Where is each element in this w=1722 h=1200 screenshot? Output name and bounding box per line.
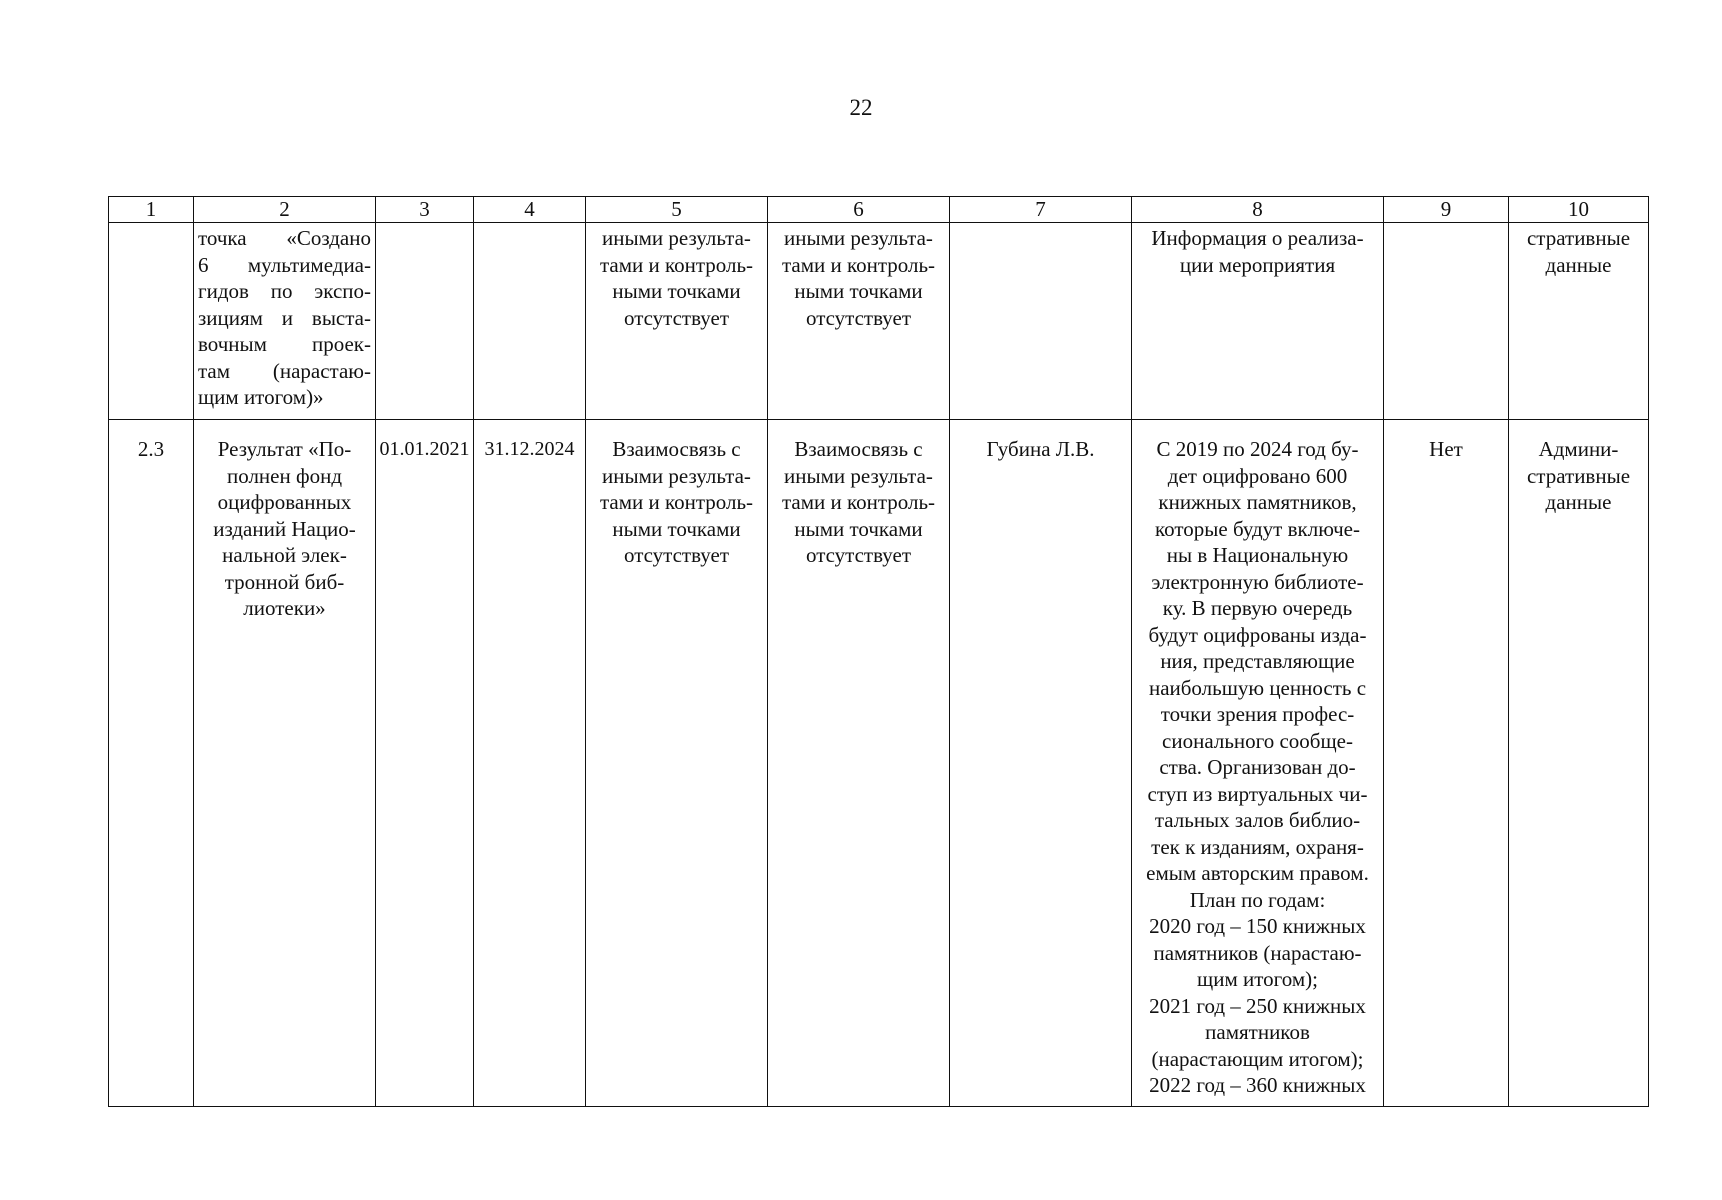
cell-text-line: которые будут включе-	[1155, 516, 1360, 541]
cell-relation-a	[586, 420, 768, 1107]
cell-text-line: иными результа-	[602, 463, 751, 488]
cell-data-source	[1509, 223, 1649, 420]
page-number: 22	[849, 95, 873, 120]
cell-relation-b	[768, 420, 950, 1107]
cell-text-line: данные	[1545, 252, 1612, 277]
cell-text-line: тальных залов библио-	[1154, 808, 1361, 832]
cell-relation-b	[768, 223, 950, 420]
cell-text-line: ными точками	[612, 279, 741, 303]
cell-text-line: сионального сообще-	[1162, 728, 1353, 753]
cell-text-line: оцифрованных	[217, 490, 352, 514]
cell-text-line: щим итогом)»	[198, 385, 324, 409]
results-table	[108, 196, 1649, 1107]
cell-text-line: отсутствует	[805, 543, 912, 567]
column-header-8: 8	[1132, 197, 1384, 223]
cell-text-line: изданий Нацио-	[213, 516, 356, 541]
cell-text-line: 2020 год – 150 книжных	[1149, 914, 1366, 938]
table-row	[109, 420, 1649, 1107]
cell-text-line: ства. Организован до-	[1159, 755, 1356, 779]
cell-text-line: (нарастающим итогом);	[1151, 1046, 1364, 1071]
cell-text-line: емым авторским правом.	[1146, 861, 1369, 885]
cell-text-line: ции мероприятия	[1179, 252, 1336, 277]
column-header-7: 7	[950, 197, 1132, 223]
cell-text-line: Результат «По-	[217, 437, 352, 461]
cell-text-line: 2021 год – 250 книжных	[1149, 993, 1366, 1018]
cell-flag	[1384, 420, 1509, 1107]
column-header-2: 2	[194, 197, 376, 223]
cell-text-line: будут оцифрованы изда-	[1148, 622, 1367, 647]
cell-text-line: Админи-	[1538, 437, 1619, 461]
cell-text-line: зициям и выста-	[198, 305, 371, 330]
flag-value: Нет	[1429, 437, 1463, 461]
column-header-9: 9	[1384, 197, 1509, 223]
cell-text-line: памятников	[1205, 1020, 1310, 1044]
cell-text-line: отсутствует	[623, 305, 730, 330]
cell-result-name	[194, 420, 376, 1107]
cell-text-line: План по годам:	[1189, 887, 1326, 912]
cell-text-line: вочным проек-	[198, 332, 371, 356]
end-date: 31.12.2024	[484, 438, 575, 460]
cell-text-line: нальной элек-	[222, 543, 347, 567]
cell-text-line: стративные	[1526, 463, 1631, 488]
cell-text-line: 6 мультимедиа-	[198, 252, 371, 277]
cell-text-line: гидов по экспо-	[198, 279, 371, 303]
table-row	[109, 223, 1649, 420]
column-header-5: 5	[586, 197, 768, 223]
cell-text-line: книжных памятников,	[1158, 490, 1357, 514]
cell-end-date	[474, 223, 586, 420]
cell-text-line: щим итогом);	[1197, 967, 1318, 991]
cell-text-line: электронную библиоте-	[1151, 569, 1364, 594]
cell-number	[109, 420, 194, 1107]
cell-text-line: Взаимосвязь с	[794, 437, 923, 461]
header-row	[109, 197, 1649, 223]
cell-text-line: дет оцифровано 600	[1167, 463, 1348, 488]
cell-text-line: ными точками	[794, 516, 923, 541]
cell-text-line: Взаимосвязь с	[612, 437, 741, 461]
column-header-4: 4	[474, 197, 586, 223]
column-header-6: 6	[768, 197, 950, 223]
cell-text-line: тами и контроль-	[599, 252, 754, 277]
column-header-3: 3	[376, 197, 474, 223]
cell-flag	[1384, 223, 1509, 420]
cell-text-line: тек к изданиям, охраня-	[1151, 834, 1364, 859]
cell-text-line: ку. В первую очередь	[1162, 596, 1353, 620]
cell-start-date	[376, 223, 474, 420]
cell-data-source	[1509, 420, 1649, 1107]
cell-text-line: точки зрения профес-	[1160, 702, 1355, 726]
cell-number	[109, 223, 194, 420]
cell-responsible	[950, 223, 1132, 420]
cell-text-line: 2022 год – 360 книжных	[1149, 1073, 1366, 1097]
cell-description	[1132, 223, 1384, 420]
cell-start-date	[376, 420, 474, 1107]
cell-text-line: полнен фонд	[226, 463, 343, 488]
cell-text-line: ными точками	[794, 279, 923, 303]
cell-text-line: наибольшую ценность с	[1148, 675, 1367, 700]
cell-relation-a	[586, 223, 768, 420]
column-header-1: 1	[109, 197, 194, 223]
cell-text-line: памятников (нарастаю-	[1153, 940, 1362, 965]
column-header-10: 10	[1509, 197, 1649, 223]
cell-text-line: Информация о реализа-	[1151, 226, 1364, 250]
cell-text-line: лиотеки»	[243, 596, 326, 620]
cell-text-line: С 2019 по 2024 год бу-	[1156, 437, 1359, 461]
cell-description	[1132, 420, 1384, 1107]
cell-text-line: тами и контроль-	[781, 252, 936, 277]
cell-text-line: иными результа-	[784, 226, 933, 250]
cell-end-date	[474, 420, 586, 1107]
cell-text-line: там (нарастаю-	[198, 358, 371, 383]
cell-text-line: тами и контроль-	[781, 490, 936, 514]
cell-text-line: ступ из виртуальных чи-	[1147, 781, 1368, 806]
cell-text-line: тами и контроль-	[599, 490, 754, 514]
cell-text-line: точка «Создано	[198, 226, 371, 250]
cell-responsible	[950, 420, 1132, 1107]
cell-text-line: стративные	[1526, 226, 1631, 250]
cell-result-name	[194, 223, 376, 420]
row-number: 2.3	[137, 437, 165, 461]
cell-text-line: отсутствует	[805, 305, 912, 330]
cell-text-line: ными точками	[612, 516, 741, 541]
cell-text-line: ны в Национальную	[1166, 543, 1349, 567]
cell-text-line: иными результа-	[602, 226, 751, 250]
cell-text-line: данные	[1545, 490, 1612, 514]
cell-text-line: тронной биб-	[224, 569, 345, 594]
cell-text-line: ния, представляющие	[1160, 649, 1355, 673]
responsible-person: Губина Л.В.	[986, 437, 1095, 461]
cell-text-line: иными результа-	[784, 463, 933, 488]
start-date: 01.01.2021	[379, 438, 470, 460]
cell-text-line: отсутствует	[623, 543, 730, 567]
